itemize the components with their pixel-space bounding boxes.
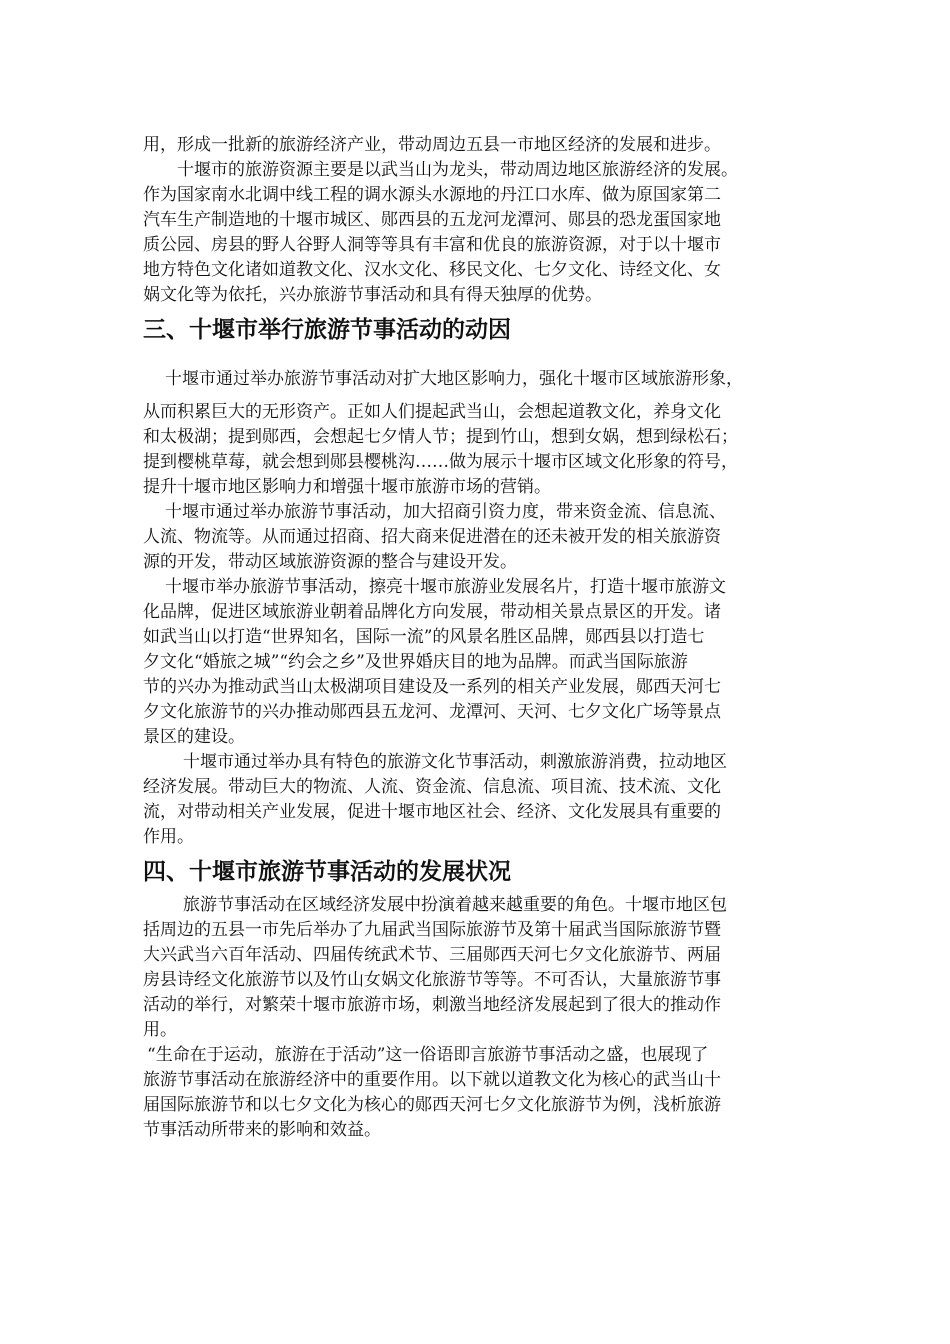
text-line: 十堰市的旅游资源主要是以武当山为龙头，带动周边地区旅游经济的发展。 [177, 160, 738, 180]
text-line: 十堰市举办旅游节事活动，擦亮十堰市旅游业发展名片，打造十堰市旅游文 [165, 577, 726, 597]
text-line: 人流、物流等。从而通过招商、招大商来促进潜在的还未被开发的相关旅游资 [143, 527, 721, 547]
text-line: 娲文化等为依托，兴办旅游节事活动和具有得天独厚的优势。 [143, 285, 602, 305]
text-line: 质公园、房县的野人谷野人洞等等具有丰富和优良的旅游资源，对于以十堰市 [143, 235, 721, 255]
paragraph-motive-4 [143, 750, 815, 850]
text-line: 届国际旅游节和以七夕文化为核心的郧西天河七夕文化旅游节为例，浅析旅游 [143, 1095, 721, 1115]
text-line: 提升十堰市地区影响力和增强十堰市旅游市场的营销。 [143, 477, 551, 497]
text-line: 房县诗经文化旅游节以及竹山女娲文化旅游节等等。不可否认，大量旅游节事 [143, 970, 721, 990]
text-line: 提到樱桃草莓，就会想到郧县樱桃沟……做为展示十堰市区域文化形象的符号， [143, 452, 738, 472]
text-line: 节的兴办为推动武当山太极湖项目建设及一系列的相关产业发展，郧西天河七 [143, 677, 721, 697]
section-heading-4: 四、十堰市旅游节事活动的发展状况 [143, 859, 511, 885]
text-line: 地方特色文化诸如道教文化、汉水文化、移民文化、七夕文化、诗经文化、女 [143, 260, 721, 280]
text-line: 汽车生产制造地的十堰市城区、郧西县的五龙河龙潭河、郧县的恐龙蛋国家地 [143, 210, 721, 230]
text-line: 作用。 [143, 827, 194, 847]
text-line: “生命在于运动，旅游在于活动”这一俗语即言旅游节事活动之盛，也展现了 [147, 1045, 709, 1065]
text-line: 十堰市通过举办具有特色的旅游文化节事活动，刺激旅游消费，拉动地区 [183, 752, 727, 772]
text-line: 如武当山以打造“世界知名，国际一流”的风景名胜区品牌，郧西县以打造七 [143, 627, 705, 647]
text-line: 景区的建设。 [143, 727, 245, 747]
text-line: 括周边的五县一市先后举办了九届武当国际旅游节及第十届武当国际旅游节暨 [143, 920, 721, 940]
document-page [143, 133, 815, 1143]
text-line: 旅游节事活动在旅游经济中的重要作用。以下就以道教文化为核心的武当山十 [143, 1070, 721, 1090]
paragraph-status-1 [143, 893, 815, 1043]
text-line: 从而积累巨大的无形资产。正如人们提起武当山，会想起道教文化，养身文化 [143, 402, 721, 422]
text-line: 旅游节事活动在区域经济发展中扮演着越来越重要的角色。十堰市地区包 [183, 895, 727, 915]
text-line: 节事活动所带来的影响和效益。 [143, 1120, 381, 1140]
text-line: 十堰市通过举办旅游节事活动，加大招商引资力度，带来资金流、信息流、 [165, 502, 726, 522]
text-line: 活动的举行，对繁荣十堰市旅游市场，刺激当地经济发展起到了很大的推动作 [143, 995, 721, 1015]
section-heading-3: 三、十堰市举行旅游节事活动的动因 [143, 317, 511, 343]
text-line: 夕文化旅游节的兴办推动郧西县五龙河、龙潭河、天河、七夕文化广场等景点 [143, 702, 721, 722]
paragraph-intro-tail [143, 133, 815, 158]
text-line: 经济发展。带动巨大的物流、人流、资金流、信息流、项目流、技术流、文化 [143, 777, 721, 797]
spacer [143, 351, 815, 367]
paragraph-motive-2 [143, 500, 815, 575]
text-line: 化品牌，促进区域旅游业朝着品牌化方向发展，带动相关景点景区的开发。诸 [143, 602, 721, 622]
text-line: 用。 [143, 1020, 177, 1040]
text-line: 源的开发，带动区域旅游资源的整合与建设开发。 [143, 552, 517, 572]
paragraph-motive-3 [143, 575, 815, 750]
text-line: 作为国家南水北调中线工程的调水源头水源地的丹江口水库、做为原国家第二 [143, 185, 721, 205]
paragraph-status-2 [143, 1043, 815, 1143]
paragraph-tourism-resources [143, 158, 815, 308]
text-line: 用，形成一批新的旅游经济产业，带动周边五县一市地区经济的发展和进步。 [143, 135, 721, 155]
text-line: 流，对带动相关产业发展，促进十堰市地区社会、经济、文化发展具有重要的 [143, 802, 721, 822]
text-line: 十堰市通过举办旅游节事活动对扩大地区影响力，强化十堰市区域旅游形象， [165, 369, 743, 389]
text-line: 和太极湖；提到郧西，会想起七夕情人节；提到竹山，想到女娲，想到绿松石； [143, 427, 738, 447]
paragraph-motive-1 [143, 367, 815, 500]
text-line: 大兴武当六百年活动、四届传统武术节、三届郧西天河七夕文化旅游节、两届 [143, 945, 721, 965]
text-line: 夕文化“婚旅之城”“约会之乡”及世界婚庆目的地为品牌。而武当国际旅游 [143, 652, 688, 672]
